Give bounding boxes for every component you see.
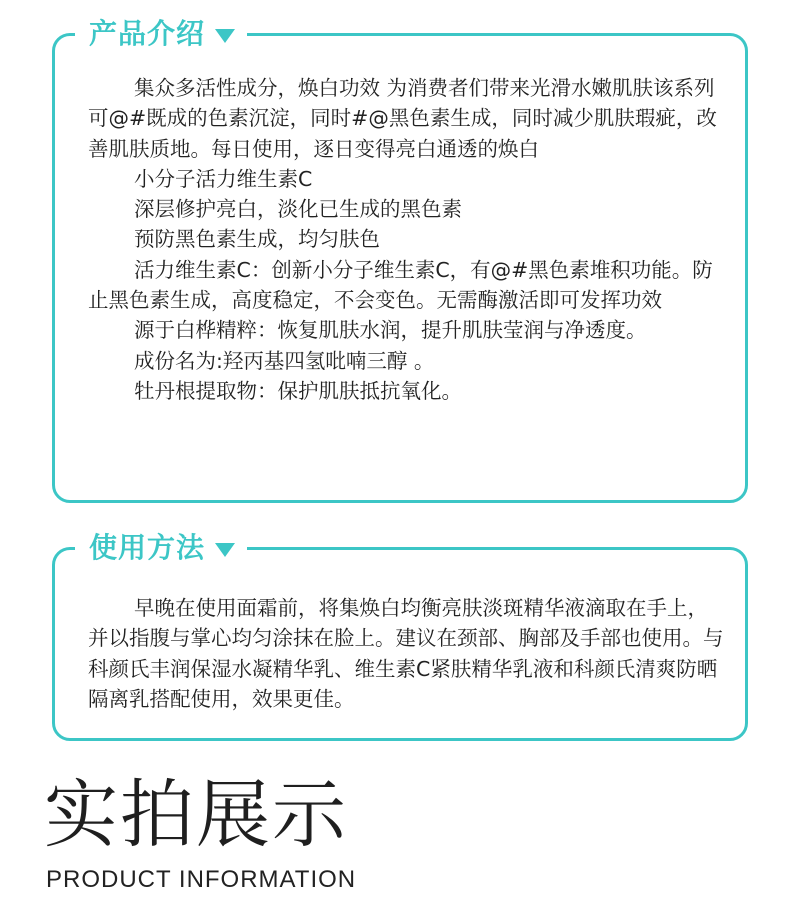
- intro-line: 成份名为:羟丙基四氢吡喃三醇 。: [134, 348, 435, 373]
- usage-header: [75, 528, 247, 568]
- product-intro-header: [75, 14, 247, 54]
- product-intro-title: 产品介绍: [89, 17, 206, 50]
- usage-panel: [52, 531, 748, 741]
- intro-line: 预防黑色素生成，均匀肤色: [134, 227, 380, 252]
- intro-line: 小分子活力维生素C: [134, 166, 313, 191]
- intro-line: 牡丹根提取物：保护肌肤抵抗氧化。: [134, 378, 462, 403]
- showcase-title: 实拍展示: [44, 772, 348, 858]
- usage-paragraph: 早晚在使用面霜前，将集焕白均衡亮肤淡斑精华液滴取在手上，并以指腹与掌心均匀涂抹在脸上。建议在颈部、胸部及手部也使用。与科颜氏丰润保湿水凝精华乳、维生素C紧肤精华乳液和科颜氏清爽防晒隔离乳搭配使用，效果更佳。: [88, 596, 724, 711]
- triangle-down-icon: [215, 543, 235, 557]
- intro-line: 源于白桦精粹：恢复肌肤水润，提升肌肤莹润与净透度。: [134, 318, 647, 343]
- product-intro-panel: [52, 17, 748, 503]
- showcase-subtitle: PRODUCT INFORMATION: [46, 866, 357, 893]
- intro-paragraph: 活力维生素C：创新小分子维生素C，有@#黑色素堆积功能。防止黑色素生成，高度稳定，不会变色。无需酶激活即可发挥功效: [88, 257, 713, 313]
- product-intro-body: [88, 73, 727, 406]
- intro-paragraph: 集众多活性成分，焕白功效 为消费者们带来光滑水嫩肌肤该系列可@#既成的色素沉淀，同时#@黑色素生成，同时减少肌肤瑕疵，改善肌肤质地。每日使用，逐日变得亮白通透的焕白: [88, 76, 717, 161]
- triangle-down-icon: [215, 29, 235, 43]
- usage-body: [88, 593, 727, 714]
- usage-title: 使用方法: [89, 531, 206, 564]
- intro-line: 深层修护亮白，淡化已生成的黑色素: [134, 197, 462, 222]
